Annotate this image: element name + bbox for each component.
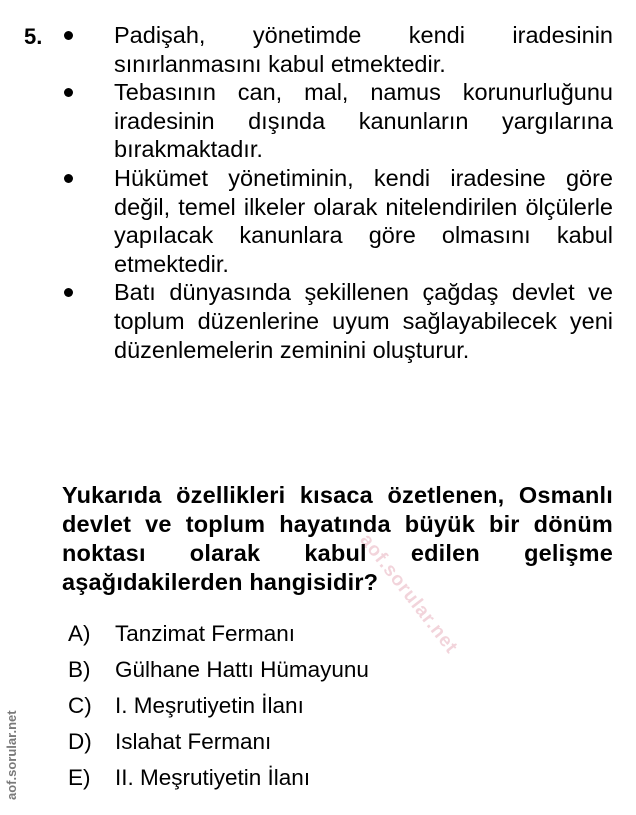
bullet-icon (64, 88, 73, 97)
bullet-icon (64, 174, 73, 183)
option-letter: D) (68, 729, 92, 754)
side-watermark: aof.sorular.net (4, 710, 19, 800)
statement-text: Padişah, yönetimde kendi iradesinin sınırlanmasını kabul etmektedir. (114, 22, 613, 77)
statement-item (62, 21, 613, 78)
statement-list (62, 21, 613, 364)
option-text: I. Meşrutiyetin İlanı (115, 693, 304, 718)
option-text: Gülhane Hattı Hümayunu (115, 657, 369, 682)
option-d[interactable] (68, 727, 369, 763)
statement-text: Batı dünyasında şekillenen çağdaş devlet ve toplum düzenlerine uyum sağlayabilecek yeni düzenlemelerin zeminini oluşturur. (114, 279, 613, 363)
question-stem: Yukarıda özellikleri kısaca özetlenen, Osmanlı devlet ve toplum hayatında büyük bir dönüm noktası olarak kabul edilen gelişme aşağıdakilerden hangisidir? (62, 482, 613, 595)
bullet-icon (64, 288, 73, 297)
option-text: Islahat Fermanı (115, 729, 272, 754)
question-number: 5. (24, 24, 43, 49)
option-a[interactable] (68, 619, 369, 655)
option-text: II. Meşrutiyetin İlanı (115, 765, 311, 790)
option-letter: B) (68, 657, 91, 682)
option-b[interactable] (68, 655, 369, 691)
option-c[interactable] (68, 691, 369, 727)
option-e[interactable] (68, 763, 369, 799)
statement-item (62, 164, 613, 278)
statement-item (62, 278, 613, 364)
statement-text: Tebasının can, mal, namus korunurluğunu iradesinin dışında kanunların yargılarına bırakmaktadır. (114, 79, 613, 163)
diagonal-watermark: aof.sorular.net (355, 530, 462, 658)
statement-item (62, 78, 613, 164)
bullet-icon (64, 31, 73, 40)
answer-options (68, 619, 369, 799)
option-letter: A) (68, 621, 91, 646)
option-letter: E) (68, 765, 91, 790)
statement-text: Hükümet yönetiminin, kendi iradesine göre değil, temel ilkeler olarak nitelendirilen ölçülerle yapılacak kanunlara göre olmasını kabul etmektedir. (114, 164, 613, 277)
option-letter: C) (68, 693, 92, 718)
option-text: Tanzimat Fermanı (115, 621, 296, 646)
